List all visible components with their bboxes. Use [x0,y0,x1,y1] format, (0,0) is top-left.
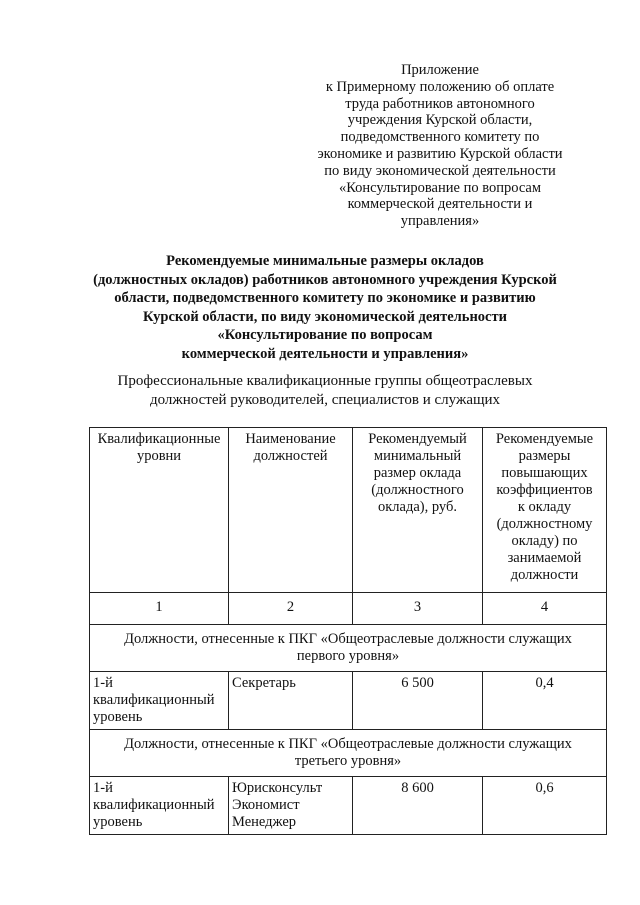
group-title-third-level: Должности, отнесенные к ПКГ «Общеотраслевые должности служащих третьего уровня» [90,730,607,777]
coefficient-cell: 0,6 [483,777,607,835]
column-number: 2 [229,593,353,625]
appendix-line: Приложение [401,62,479,78]
table-row [90,777,607,835]
appendix-line: учреждения Курской области, [347,112,533,129]
position-name-cell: Юрисконсульт Экономист Менеджер [229,777,353,835]
position-name-cell: Секретарь [229,672,353,730]
header-position-names: Наименование должностей [229,428,353,593]
salary-table [89,427,607,835]
salary-cell: 6 500 [353,672,483,730]
appendix-note [300,62,580,230]
qualification-level-cell: 1-й квалификационный уровень [90,777,229,835]
column-number-row [90,593,607,625]
column-number: 3 [353,593,483,625]
coefficient-cell: 0,4 [483,672,607,730]
appendix-line: коммерческой деятельности и [347,196,533,213]
title-line: области, подведомственного комитету по экономике и развитию [114,290,536,306]
header-qualification-levels: Квалификационные уровни [90,428,229,593]
group-header-row [90,730,607,777]
appendix-line: «Консультирование по вопросам [338,179,542,196]
qualification-level-cell: 1-й квалификационный уровень [90,672,229,730]
group-header-row [90,625,607,672]
document-title [60,252,590,363]
appendix-line: труда работников автономного [345,95,535,112]
subtitle-line: должностей руководителей, специалистов и служащих [149,392,501,408]
section-subtitle [60,372,590,410]
title-line: Рекомендуемые минимальные размеры окладов [166,253,484,269]
header-min-salary: Рекомендуемый минимальный размер оклада (должностного оклада), руб. [353,428,483,593]
column-number: 1 [90,593,229,625]
title-line: коммерческой деятельности и управления» [181,345,469,362]
table-header-row [90,428,607,593]
appendix-line: экономике и развитию Курской области [317,145,563,162]
appendix-line: подведомственного комитету по [340,129,540,146]
appendix-line: управления» [400,213,480,230]
column-number: 4 [483,593,607,625]
header-coefficients: Рекомендуемые размеры повышающих коэффициентов к окладу (должностному окладу) по занимаемой должности [483,428,607,593]
appendix-line: к Примерному положению об оплате [325,78,555,95]
salary-cell: 8 600 [353,777,483,835]
appendix-line: по виду экономической деятельности [324,162,556,179]
subtitle-line: Профессиональные квалификационные группы общеотраслевых [117,373,533,389]
title-line: «Консультирование по вопросам [217,327,433,343]
title-line: Курской области, по виду экономической деятельности [143,308,507,325]
group-title-first-level: Должности, отнесенные к ПКГ «Общеотраслевые должности служащих первого уровня» [90,625,607,672]
table-row [90,672,607,730]
title-line: (должностных окладов) работников автономного учреждения Курской [93,271,557,288]
